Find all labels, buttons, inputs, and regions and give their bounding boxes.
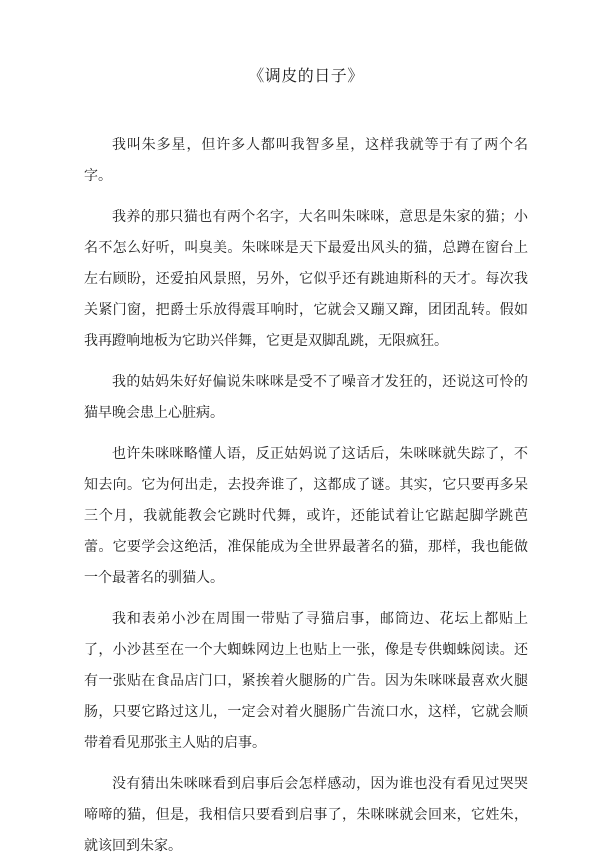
paragraph-5: 我和表弟小沙在周围一带贴了寻猫启事，邮筒边、花坛上都贴上了，小沙甚至在一个大蜘蛛网边上也贴上一张，像是专供蜘蛛阅读。还有一张贴在食品店门口，紧挨着火腿肠的广告。因为朱咪咪最喜欢火腿肠，只要它路过这儿，一定会对着火腿肠广告流口水，这样，它就会顺带着看见那张主人贴的启事。 [84,611,528,751]
document-title: 《调皮的日子》 [248,66,364,85]
paragraph-2: 我养的那只猫也有两个名字，大名叫朱咪咪，意思是朱家的猫；小名不怎么好听，叫臭美。朱咪咪是天下最爱出风头的猫，总蹲在窗台上左右顾盼，还爱拍风景照，另外，它似乎还有跳迪斯科的天才。每次我关紧门窗，把爵士乐放得震耳响时，它就会又蹦又蹿，团团乱转。假如我再蹬响地板为它助兴伴舞，它更是双脚乱跳，无限疯狂。 [84,209,528,349]
document-body [84,130,528,862]
paragraph-4: 也许朱咪咪略懂人语，反正姑妈说了这话后，朱咪咪就失踪了，不知去向。它为何出走，去投奔谁了，这都成了谜。其实，它只要再多呆三个月，我就能教会它跳时代舞，或许，还能试着让它踮起脚学跳芭蕾。它要学会这绝活，准保能成为全世界最著名的猫，那样，我也能做一个最著名的驯猫人。 [84,446,528,586]
paragraph-1: 我叫朱多星，但许多人都叫我智多星，这样我就等于有了两个名字。 [84,137,528,184]
paragraph-6: 没有猜出朱咪咪看到启事后会怎样感动，因为谁也没有看见过哭哭啼啼的猫，但是，我相信只要看到启事了，朱咪咪就会回来，它姓朱，就该回到朱家。 [84,776,528,854]
paragraph-3: 我的姑妈朱好好偏说朱咪咪是受不了噪音才发狂的，还说这可怜的猫早晚会患上心脏病。 [84,374,528,421]
